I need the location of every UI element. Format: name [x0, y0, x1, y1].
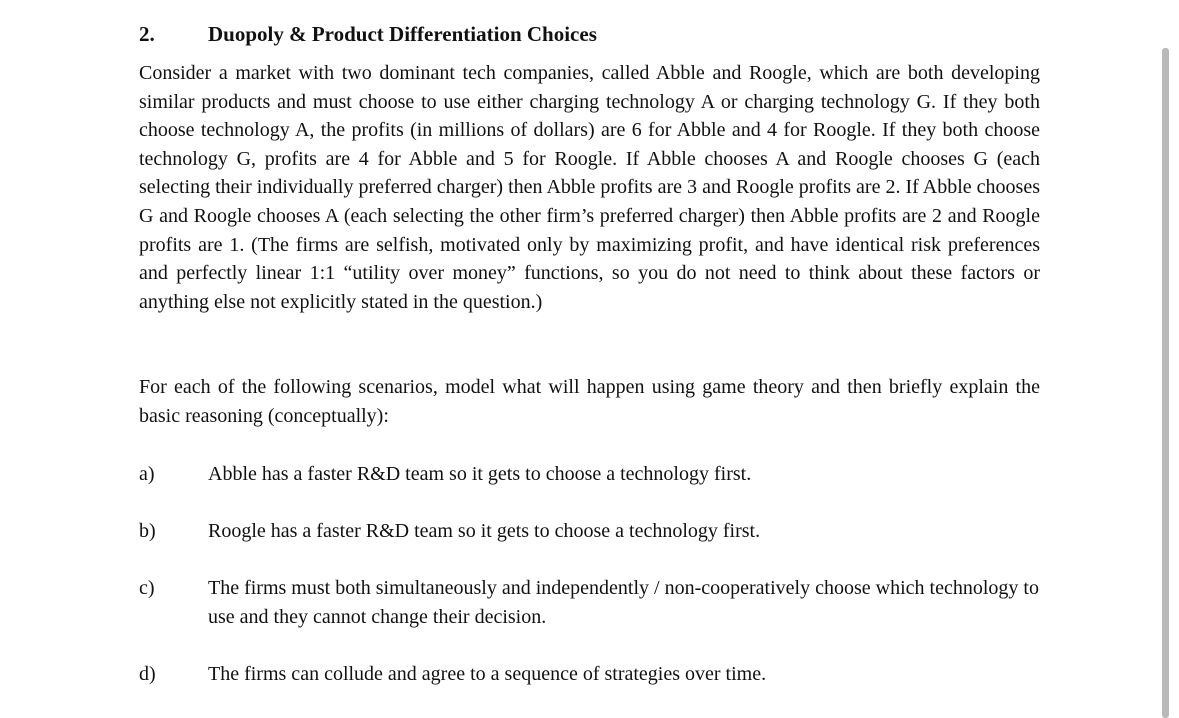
scenario-letter: b) — [139, 520, 156, 542]
scenario-text: The firms can collude and agree to a sequence of strategies over time. — [208, 663, 767, 685]
scenario-text: Roogle has a faster R&D team so it gets to choose a technology first. — [208, 520, 761, 542]
vertical-scrollbar[interactable] — [1162, 48, 1169, 718]
instructions: For each of the following scenarios, model what will happen using game theory and then briefly explain the basic reasoning (conceptually): — [139, 376, 1040, 427]
scenario-letter: a) — [139, 463, 155, 485]
question-number: 2. — [139, 22, 155, 46]
scenario-text: Abble has a faster R&D team so it gets to choose a technology first. — [208, 463, 752, 485]
question-title: Duopoly & Product Differentiation Choices — [208, 22, 597, 46]
question-heading — [139, 20, 597, 48]
scenario-text: The firms must both simultaneously and independently / non-cooperatively choose which technology to use and they cannot change their decision. — [208, 577, 1039, 628]
problem-description: Consider a market with two dominant tech companies, called Abble and Roogle, which are both developing similar products and must choose to use either charging technology A or charging technology G. If they both choose technology A, the profits (in millions of dollars) are 6 for Abble and 4 for Roogle. If they both choose technology G, profits are 4 for Abble and 5 for Roogle. If Abble chooses A and Roogle chooses G (each selecting their individually preferred charger) then Abble profits are 3 and Roogle profits are 2. If Abble chooses G and Roogle chooses A (each selecting the other firm’s preferred charger) then Abble profits are 2 and Roogle profits are 1. (The firms are selfish, motivated only by maximizing profit, and have identical risk preferences and perfectly linear 1:1 “utility over money” functions, so you do not need to think about these factors or anything else not explicitly stated in the question.) — [139, 62, 1040, 313]
scenario-letter: c) — [139, 577, 155, 599]
scenario-letter: d) — [139, 663, 156, 685]
